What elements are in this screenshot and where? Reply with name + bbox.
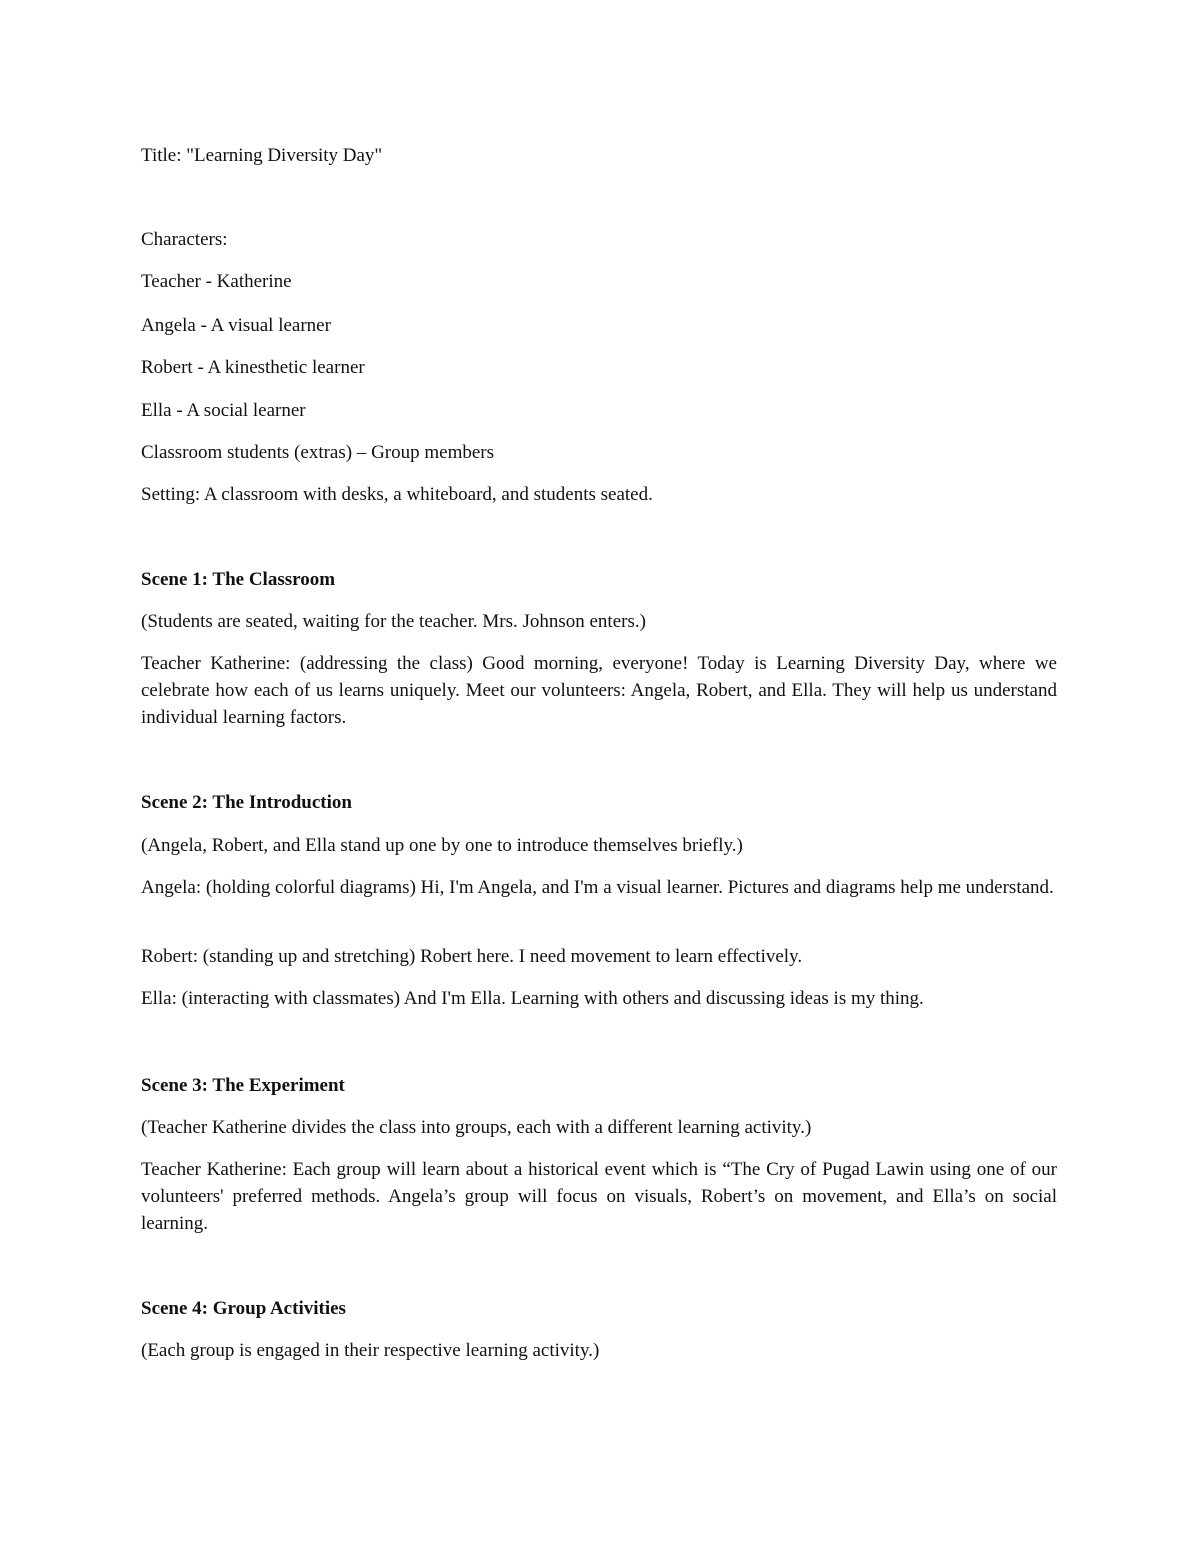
character-item: Ella - A social learner xyxy=(141,400,306,421)
scene-heading: Scene 1: The Classroom xyxy=(141,569,336,590)
character-item: Robert - A kinesthetic learner xyxy=(141,357,365,378)
character-item: Classroom students (extras) – Group members xyxy=(141,442,495,463)
dialogue-paragraph: Teacher Katherine: (addressing the class) Good morning, everyone! Today is Learning Diversity Day, where we celebrate how each of us learns uniquely. Meet our volunteers: Angela, Robert, and Ella. They will help us understand individual learning factors. xyxy=(141,653,1057,728)
dialogue-paragraph: Angela: (holding colorful diagrams) Hi, I'm Angela, and I'm a visual learner. Pictures and diagrams help me understand. xyxy=(141,877,1054,898)
scene-heading: Scene 3: The Experiment xyxy=(141,1075,345,1096)
stage-direction: (Students are seated, waiting for the teacher. Mrs. Johnson enters.) xyxy=(141,611,646,632)
stage-direction: (Each group is engaged in their respective learning activity.) xyxy=(141,1340,600,1361)
dialogue-paragraph: Ella: (interacting with classmates) And I'm Ella. Learning with others and discussing ideas is my thing. xyxy=(141,988,924,1009)
stage-direction: (Angela, Robert, and Ella stand up one by one to introduce themselves briefly.) xyxy=(141,835,743,856)
scene-heading: Scene 4: Group Activities xyxy=(141,1298,346,1319)
dialogue-paragraph: Robert: (standing up and stretching) Robert here. I need movement to learn effectively. xyxy=(141,946,803,967)
dialogue-paragraph: Teacher Katherine: Each group will learn about a historical event which is “The Cry of Pugad Lawin using one of our volunteers' preferred methods. Angela’s group will focus on visuals, Robert’s on movement, and Ella’s on social learning. xyxy=(141,1159,1057,1234)
setting-text: Setting: A classroom with desks, a whiteboard, and students seated. xyxy=(141,484,653,505)
document-title: Title: "Learning Diversity Day" xyxy=(141,145,383,166)
character-item: Angela - A visual learner xyxy=(141,315,331,336)
stage-direction: (Teacher Katherine divides the class into groups, each with a different learning activity.) xyxy=(141,1117,812,1138)
characters-heading: Characters: xyxy=(141,229,228,250)
character-item: Teacher - Katherine xyxy=(141,271,292,292)
scene-heading: Scene 2: The Introduction xyxy=(141,792,352,813)
